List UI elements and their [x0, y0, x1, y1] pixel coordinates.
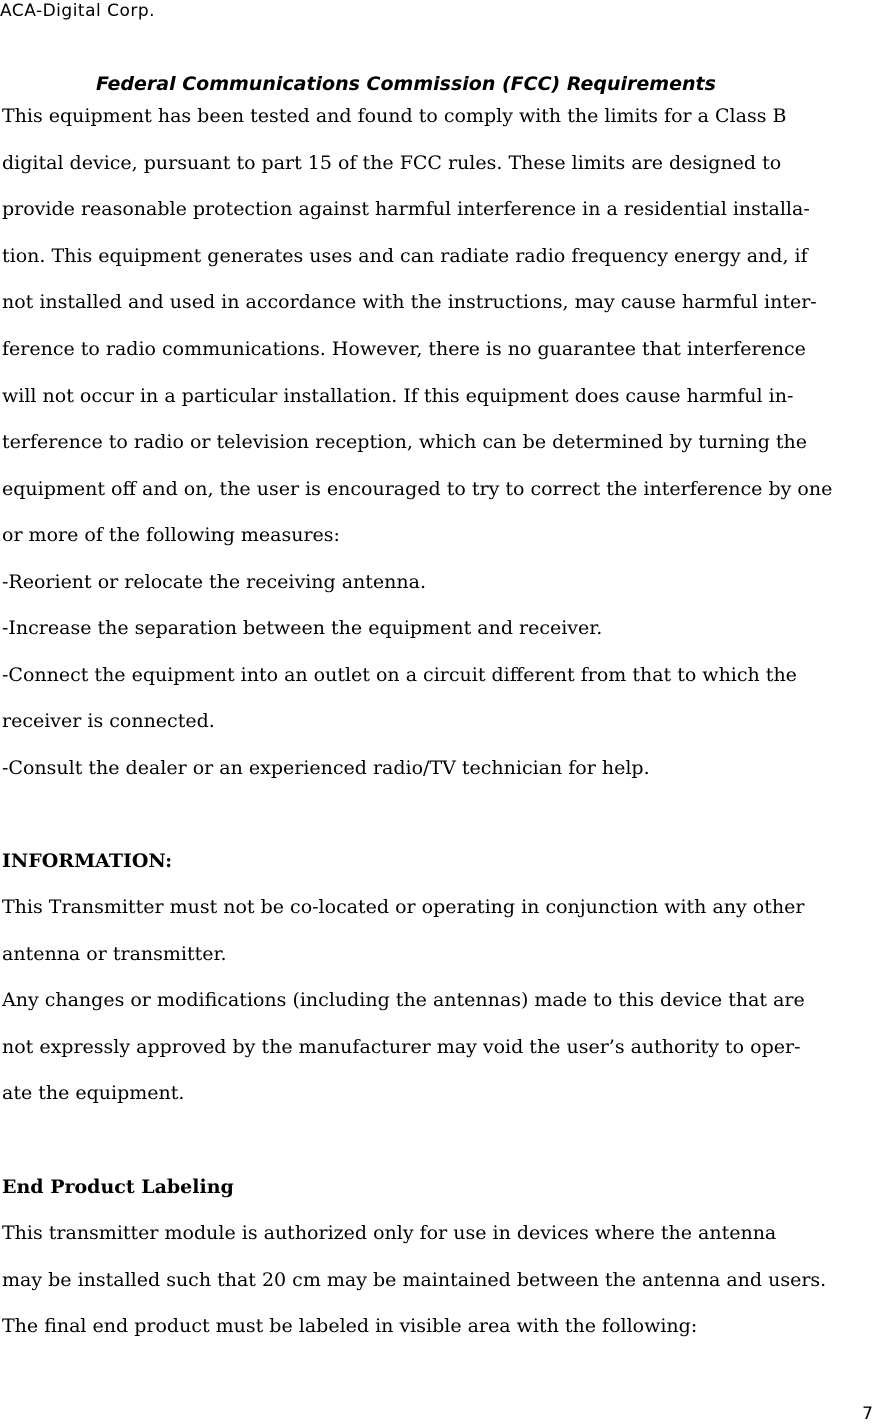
information-line: This Transmitter must not be co-located or operating in conjunction with any other	[2, 896, 805, 918]
information-line: Any changes or modifications (including the antennas) made to this device that are	[2, 989, 805, 1011]
labeling-line: The final end product must be labeled in visible area with the following:	[2, 1315, 698, 1337]
labeling-line: This transmitter module is authorized only for use in devices where the antenna	[2, 1222, 777, 1244]
fcc-measure: -Consult the dealer or an experienced radio/TV technician for help.	[2, 757, 650, 779]
fcc-line: or more of the following measures:	[2, 524, 340, 546]
fcc-line: terference to radio or television reception, which can be determined by turning the	[2, 431, 808, 453]
fcc-line: tion. This equipment generates uses and can radiate radio frequency energy and, if	[2, 245, 808, 267]
fcc-line: not installed and used in accordance with the instructions, may cause harmful inter-	[2, 291, 817, 313]
page-number: 7	[862, 1404, 873, 1424]
fcc-line: provide reasonable protection against harmful interference in a residential installa-	[2, 198, 810, 220]
fcc-measure: receiver is connected.	[2, 710, 215, 732]
fcc-measure: -Reorient or relocate the receiving antenna.	[2, 571, 426, 593]
fcc-measure: -Increase the separation between the equipment and receiver.	[2, 617, 603, 639]
fcc-line: This equipment has been tested and found to comply with the limits for a Class B	[2, 105, 787, 127]
labeling-line: may be installed such that 20 cm may be maintained between the antenna and users.	[2, 1269, 827, 1291]
fcc-section-title: Federal Communications Commission (FCC) Requirements	[96, 73, 716, 95]
page-header-company: ACA-Digital Corp.	[0, 1, 156, 21]
labeling-heading: End Product Labeling	[2, 1176, 234, 1198]
information-heading: INFORMATION:	[2, 850, 173, 872]
fcc-line: equipment off and on, the user is encouraged to try to correct the interference by one	[2, 478, 833, 500]
information-line: ate the equipment.	[2, 1082, 185, 1104]
fcc-measure: -Connect the equipment into an outlet on a circuit different from that to which the	[2, 664, 797, 686]
fcc-line: will not occur in a particular installation. If this equipment does cause harmful in-	[2, 385, 794, 407]
fcc-line: digital device, pursuant to part 15 of the FCC rules. These limits are designed to	[2, 152, 782, 174]
information-line: not expressly approved by the manufacturer may void the user’s authority to oper-	[2, 1036, 801, 1058]
information-line: antenna or transmitter.	[2, 943, 227, 965]
fcc-line: ference to radio communications. However, there is no guarantee that interference	[2, 338, 806, 360]
